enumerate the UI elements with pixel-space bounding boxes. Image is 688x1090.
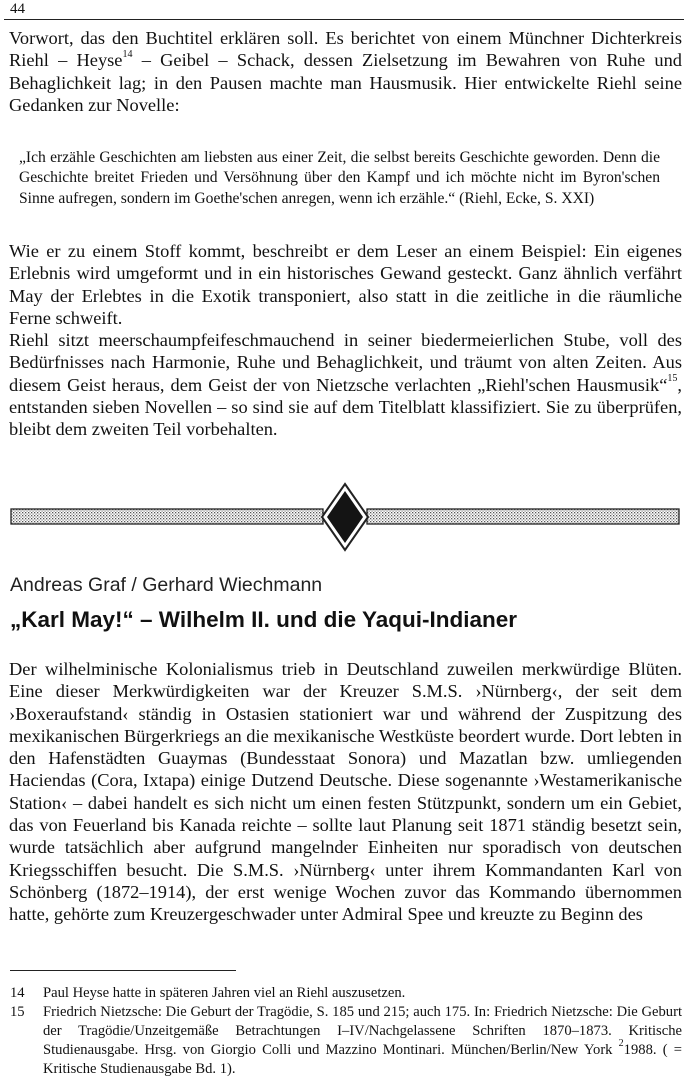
section-divider	[10, 482, 680, 552]
text-run: 1988. ( = Kritische Studienausgabe Bd. 1).	[43, 1042, 682, 1077]
paragraph-kolonialismus	[9, 658, 682, 926]
divider-bar-left	[11, 509, 323, 524]
text-run: Friedrich Nietzsche: Die Geburt der Tragödie, S. 185 und 215; auch 175. In: Friedrich Nietzsche: Die Geburt der Tragödie/Unzeitgemäße Betrachtungen I–IV/Nachgelassene Schriften 1870–1873. Kritische Studienausgabe. Hrsg. von Giorgio Colli und Mazzino Montinari. München/Berlin/New York	[43, 1004, 682, 1058]
text-run: Riehl sitzt meerschaumpfeifeschmauchend in seiner biedermeierlichen Stube, voll des Bedürfnisses nach Harmonie, Ruhe und Behaglichkeit, und träumt von alten Zeiten. Aus diesem Geist heraus, dem Geist der von Nietzsche verlachten „Riehl'schen Hausmusik“	[9, 330, 682, 395]
header-rule	[4, 19, 684, 20]
page-number: 44	[10, 1, 25, 17]
quote-text: „Ich erzähle Geschichten am liebsten aus einer Zeit, die selbst bereits Geschichte geworden. Denn die Geschichte breitet Frieden und Versöhnung über den Kampf und ich möchte nicht im Byron'schen Sinne aufregen, sondern im Goethe'schen anregen, wenn ich erzähle.“ (Riehl, Ecke, S. XXI)	[19, 149, 660, 207]
paragraph-vorwort	[9, 27, 682, 116]
paragraph-text: Wie er zu einem Stoff kommt, beschreibt er dem Leser an einem Beispiel: Ein eigenes Erlebnis wird umgeformt und in ein historisches Gewand gesteckt. Ganz ähnlich verfährt May der Erlebtes in die Exotik transponiert, also statt in die zeitliche in die räumliche Ferne schweift.	[9, 241, 682, 328]
footnote-text	[43, 1003, 682, 1079]
riehl-quote	[19, 148, 660, 209]
text-run: Vorwort, das den Buchtitel erklären soll. Es berichtet von einem Münchner Dichterkreis Riehl – Heyse	[9, 28, 682, 71]
footnote-ref-15[interactable]: 15	[667, 373, 678, 385]
text-run: , entstanden sieben Novellen – so sind sie auf dem Titelblatt klassifiziert. Sie zu überprüfen, bleibt dem zweiten Teil vorbehalten.	[9, 374, 682, 440]
footnote-15	[10, 1003, 682, 1079]
footnote-text: Paul Heyse hatte in späteren Jahren viel an Riehl auszusetzen.	[43, 985, 406, 1001]
divider-bar-right	[367, 509, 679, 524]
article-authors: Andreas Graf / Gerhard Wiechmann	[10, 574, 323, 596]
footnote-rule	[10, 970, 236, 971]
footnote-ref-14[interactable]: 14	[122, 49, 133, 61]
paragraph-text: Der wilhelminische Kolonialismus trieb in Deutschland zuweilen merkwürdige Blüten. Eine dieser Merkwürdigkeiten war der Kreuzer S.M.S. ›Nürnberg‹, der seit dem ›Boxeraufstand‹ ständig in Ostasien stationiert war und während der Zuspitzung des mexikanischen Bürgerkriegs an die mexikanische Westküste beordert wurde. Dort lebten in den Hafenstädten Guaymas (Bundesstaat Sonora) und Mazatlan bzw. umliegenden Haciendas (Cora, Ixtapa) einige Dutzend Deutsche. Diese sogenannte ›Westamerikanische Station‹ – dabei handelt es sich nicht um einen festen Stützpunkt, sondern um ein Gebiet, das von Feuerland bis Kanada reichte – sollte laut Planung seit 1871 ständig besetzt sein, wurde tatsächlich aber aufgrund mangelnder Einheiten nur sporadisch von deutschen Kriegsschiffen besucht. Die S.M.S. ›Nürnberg‹ unter ihrem Kommandanten Karl von Schönberg (1872–1914), der erst wenige Wochen zuvor das Kommando übernommen hatte, gehörte zum Kreuzergeschwader unter Admiral Spee und kreuzte zu Beginn des	[9, 659, 682, 925]
divider-diamond-inner	[327, 491, 363, 543]
article-title: „Karl May!“ – Wilhelm II. und die Yaqui-Indianer	[10, 607, 517, 632]
edition-superscript: 2	[618, 1038, 624, 1050]
footnotes	[10, 984, 682, 1079]
paragraph-stoff	[9, 240, 682, 329]
footnote-number: 15	[10, 1004, 25, 1020]
footnote-14	[10, 984, 682, 1003]
paragraph-riehl	[9, 329, 682, 440]
text-run: – Geibel – Schack, dessen Zielsetzung im Bewahren von Ruhe und Behaglichkeit lag; in den Pausen machte man Hausmusik. Hier entwickelte Riehl seine Gedanken zur Novelle:	[9, 50, 682, 115]
footnote-number: 14	[10, 985, 25, 1001]
